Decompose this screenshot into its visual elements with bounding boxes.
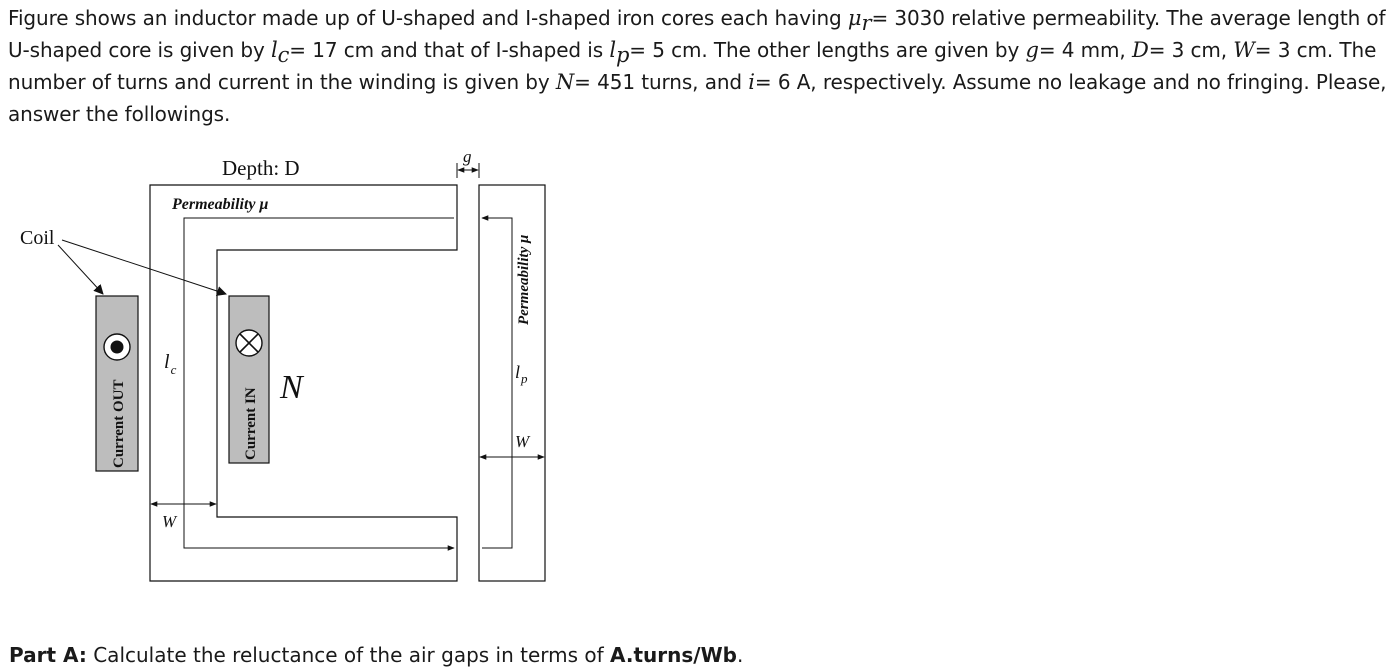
gap-label: g <box>463 147 472 166</box>
coil-pointer-out <box>58 245 103 294</box>
i-symbol: i <box>748 70 755 94</box>
unit-label: A.turns/Wb <box>610 643 737 667</box>
D-symbol: D <box>1131 38 1149 62</box>
current-out-label: Current OUT <box>111 379 127 468</box>
permeability-label-u: Permeability μ <box>172 196 269 213</box>
lp-symbol: l <box>609 38 616 62</box>
N-symbol: N <box>555 70 575 94</box>
lc-symbol: l <box>271 38 278 62</box>
lc-label: $l_c$ <box>164 351 177 377</box>
u-core <box>150 185 457 581</box>
w-label-u: W <box>162 512 177 531</box>
coil-label: Coil <box>20 227 55 249</box>
coil-pointer-in <box>62 240 226 294</box>
lc-mean-path <box>184 218 454 548</box>
mu-symbol: μ <box>847 6 862 30</box>
part-a-label: Part A: <box>9 643 87 667</box>
w-label-i: W <box>515 432 530 451</box>
inductor-figure <box>0 140 560 590</box>
problem-statement: Figure shows an inductor made up of U-shaped and I-shaped iron cores each having $\mu_r= 3030$ relative permeability. The average length of U-shaped core is given by $l_c= 17$ cm and that of I-shaped is $l_p= 5$ cm. The other lengths are given by g= 4 mm, D= 3 cm, W= 3 cm. The number of turns and current in the winding is given by N= 451 turns, and i= 6 A, respectively. Assume no leakage and no fringing. Please, answer the followings. <box>8 6 1387 126</box>
cross-symbol <box>236 330 262 356</box>
permeability-label-i: Permeability μ <box>516 234 532 325</box>
part-a-question: Part A: Calculate the reluctance of the air gaps in terms of A.turns/Wb. <box>9 643 744 667</box>
current-in-label: Current IN <box>243 387 259 460</box>
W-symbol: W <box>1233 38 1255 62</box>
depth-label: Depth: D <box>222 156 300 180</box>
lp-mean-path <box>482 218 512 548</box>
g-symbol: g <box>1025 38 1039 62</box>
n-label: N <box>280 369 303 406</box>
lp-label: $l_p$ <box>515 362 528 386</box>
